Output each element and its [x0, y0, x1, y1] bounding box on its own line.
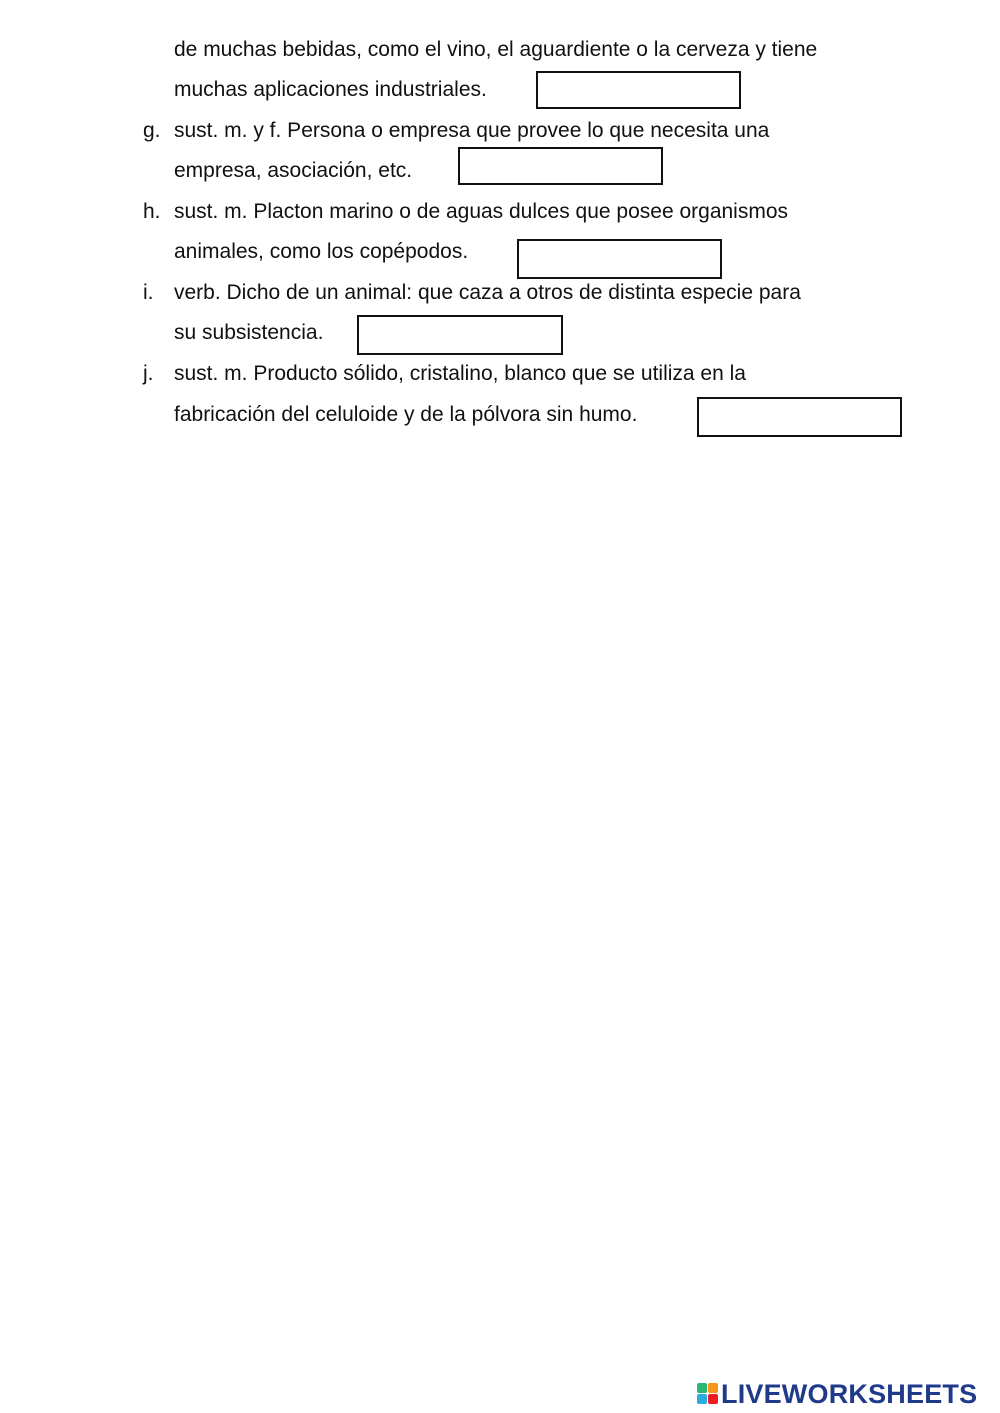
item-j-marker: j. [143, 362, 154, 385]
answer-box-j[interactable] [697, 397, 902, 437]
answer-box-h[interactable] [517, 239, 722, 279]
item-g-text-2: empresa, asociación, etc. [174, 159, 413, 182]
item-j-text-1: sust. m. Producto sólido, cristalino, blanco que se utiliza en la [174, 362, 746, 385]
item-j-text-2: fabricación del celuloide y de la pólvora sin humo. [174, 403, 638, 426]
item-g-text-1: sust. m. y f. Persona o empresa que provee lo que necesita una [174, 119, 770, 142]
liveworksheets-logo-text: LIVEWORKSHEETS [721, 1379, 978, 1409]
item-h-text-1: sust. m. Placton marino o de aguas dulces que posee organismos [174, 200, 789, 223]
item-i-text-2: su subsistencia. [174, 321, 324, 344]
liveworksheets-logo [697, 1380, 977, 1408]
item-i-marker: i. [143, 281, 154, 304]
item-h-marker: h. [143, 200, 161, 223]
item-i-text-1: verb. Dicho de un animal: que caza a otros de distinta especie para [174, 281, 801, 304]
item-h-text-2: animales, como los copépodos. [174, 240, 469, 263]
answer-box-f[interactable] [536, 71, 741, 109]
answer-box-g[interactable] [458, 147, 663, 185]
intro-text-2: muchas aplicaciones industriales. [174, 78, 487, 101]
answer-box-i[interactable] [357, 315, 563, 355]
item-g-marker: g. [143, 119, 161, 142]
liveworksheets-logo-icon [697, 1383, 719, 1405]
intro-text-1: de muchas bebidas, como el vino, el aguardiente o la cerveza y tiene [174, 38, 818, 61]
